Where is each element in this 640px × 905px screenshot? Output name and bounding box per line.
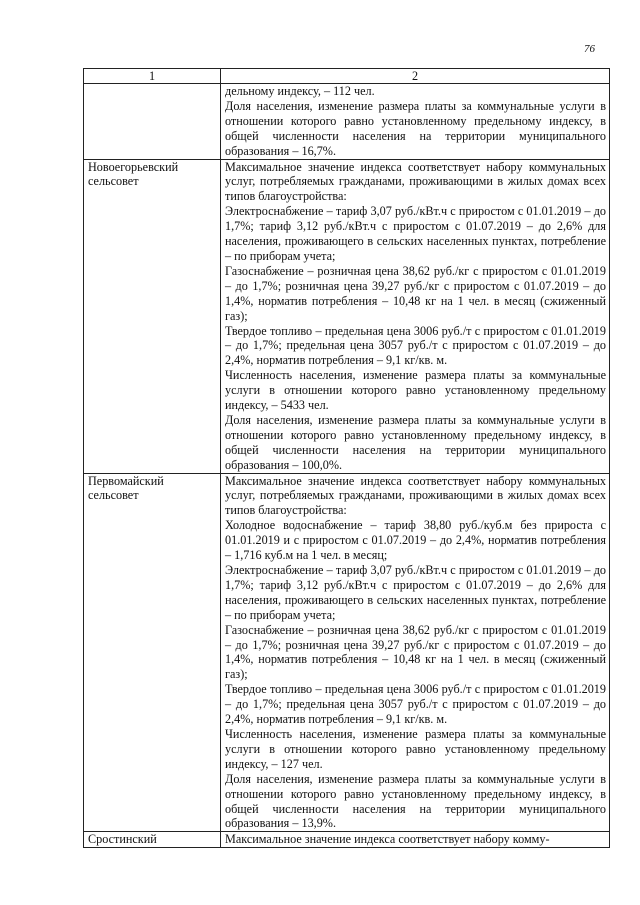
description-cell <box>221 832 610 848</box>
paragraph: Газоснабжение – розничная цена 38,62 руб./кг с приростом с 01.01.2019 – до 1,7%; розничная цена 39,27 руб./кг с приростом с 01.07.2019 – до 1,4%, норматив потребления – 10,48 кг на 1 чел. в месяц (сжиженный газ); <box>225 263 606 323</box>
table-row <box>84 473 610 832</box>
table-header-row <box>84 69 610 84</box>
municipality-name: Сростинский <box>88 832 157 847</box>
table-row <box>84 84 610 160</box>
paragraph: Электроснабжение – тариф 3,07 руб./кВт.ч с приростом с 01.01.2019 – до 1,7%; тариф 3,12 руб./кВт.ч с приростом с 01.07.2019 – до 2,6% для населения, проживающего в сельских населенных пунктах, потребление – по приборам учета; <box>225 563 606 622</box>
municipality-name: Первомайский <box>88 473 164 488</box>
paragraph: Максимальное значение индекса соответствует набору комму- <box>225 832 550 847</box>
description-cell <box>221 473 610 832</box>
municipality-type: сельсовет <box>88 174 139 189</box>
page-number: 76 <box>584 43 595 55</box>
paragraph: Максимальное значение индекса соответствует набору коммунальных услуг, потребляемых гражданами, проживающими в жилых домах всех типов благоустройства: <box>225 159 606 204</box>
municipality-cell <box>84 84 221 160</box>
tariff-table <box>83 68 610 848</box>
column-header: 2 <box>221 69 610 84</box>
paragraph: Холодное водоснабжение – тариф 38,80 руб./куб.м без прироста с 01.01.2019 и с приростом с 01.07.2019 – до 2,4%, норматив потребления – 1,716 куб.м на 1 чел. в месяц; <box>225 518 606 563</box>
paragraph: Доля населения, изменение размера платы за коммунальные услуги в отношении которого равно установленному предельному индексу, в общей численности населения на территории муниципального образования – 16,7%. <box>225 98 606 158</box>
description-cell <box>221 159 610 473</box>
municipality-name: Новоегорьевский <box>88 159 179 174</box>
paragraph: Электроснабжение – тариф 3,07 руб./кВт.ч с приростом с 01.01.2019 – до 1,7%; тариф 3,12 руб./кВт.ч с приростом с 01.07.2019 – до 2,6% для населения, проживающего в сельских населенных пунктах, потребление – по приборам учета; <box>225 204 606 263</box>
paragraph: Максимальное значение индекса соответствует набору коммунальных услуг, потребляемых гражданами, проживающими в жилых домах всех типов благоустройства: <box>225 473 606 518</box>
paragraph: Доля населения, изменение размера платы за коммунальные услуги в отношении которого равно установленному предельному индексу, в общей численности населения на территории муниципального образования – 100,0%. <box>225 412 606 472</box>
description-cell <box>221 84 610 160</box>
table-row <box>84 159 610 473</box>
paragraph: Газоснабжение – розничная цена 38,62 руб./кг с приростом с 01.01.2019 – до 1,7%; розничная цена 39,27 руб./кг с приростом с 01.07.2019 – до 1,4%, норматив потребления – 10,48 кг на 1 чел. в месяц (сжиженный газ); <box>225 622 606 682</box>
municipality-type: сельсовет <box>88 488 139 503</box>
column-header: 1 <box>84 69 221 84</box>
paragraph: Численность населения, изменение размера платы за коммунальные услуги в отношении которого равно установленному предельному индексу, – 127 чел. <box>225 726 606 771</box>
table-row <box>84 832 610 848</box>
paragraph: Доля населения, изменение размера платы за коммунальные услуги в отношении которого равно установленному предельному индексу, в общей численности населения на территории муниципального образования – 13,9%. <box>225 771 606 831</box>
paragraph: дельному индексу, – 112 чел. <box>225 84 375 98</box>
municipality-cell <box>84 832 221 848</box>
paragraph: Твердое топливо – предельная цена 3006 руб./т с приростом с 01.01.2019 – до 1,7%; предельная цена 3057 руб./т с приростом с 01.07.2019 – до 2,4%, норматив потребления – 9,1 кг/кв. м. <box>225 682 606 727</box>
municipality-cell <box>84 159 221 473</box>
paragraph: Твердое топливо – предельная цена 3006 руб./т с приростом с 01.01.2019 – до 1,7%; предельная цена 3057 руб./т с приростом с 01.07.2019 – до 2,4%, норматив потребления – 9,1 кг/кв. м. <box>225 323 606 368</box>
paragraph: Численность населения, изменение размера платы за коммунальные услуги в отношении которого равно установленному предельному индексу, – 5433 чел. <box>225 368 606 413</box>
municipality-cell <box>84 473 221 832</box>
